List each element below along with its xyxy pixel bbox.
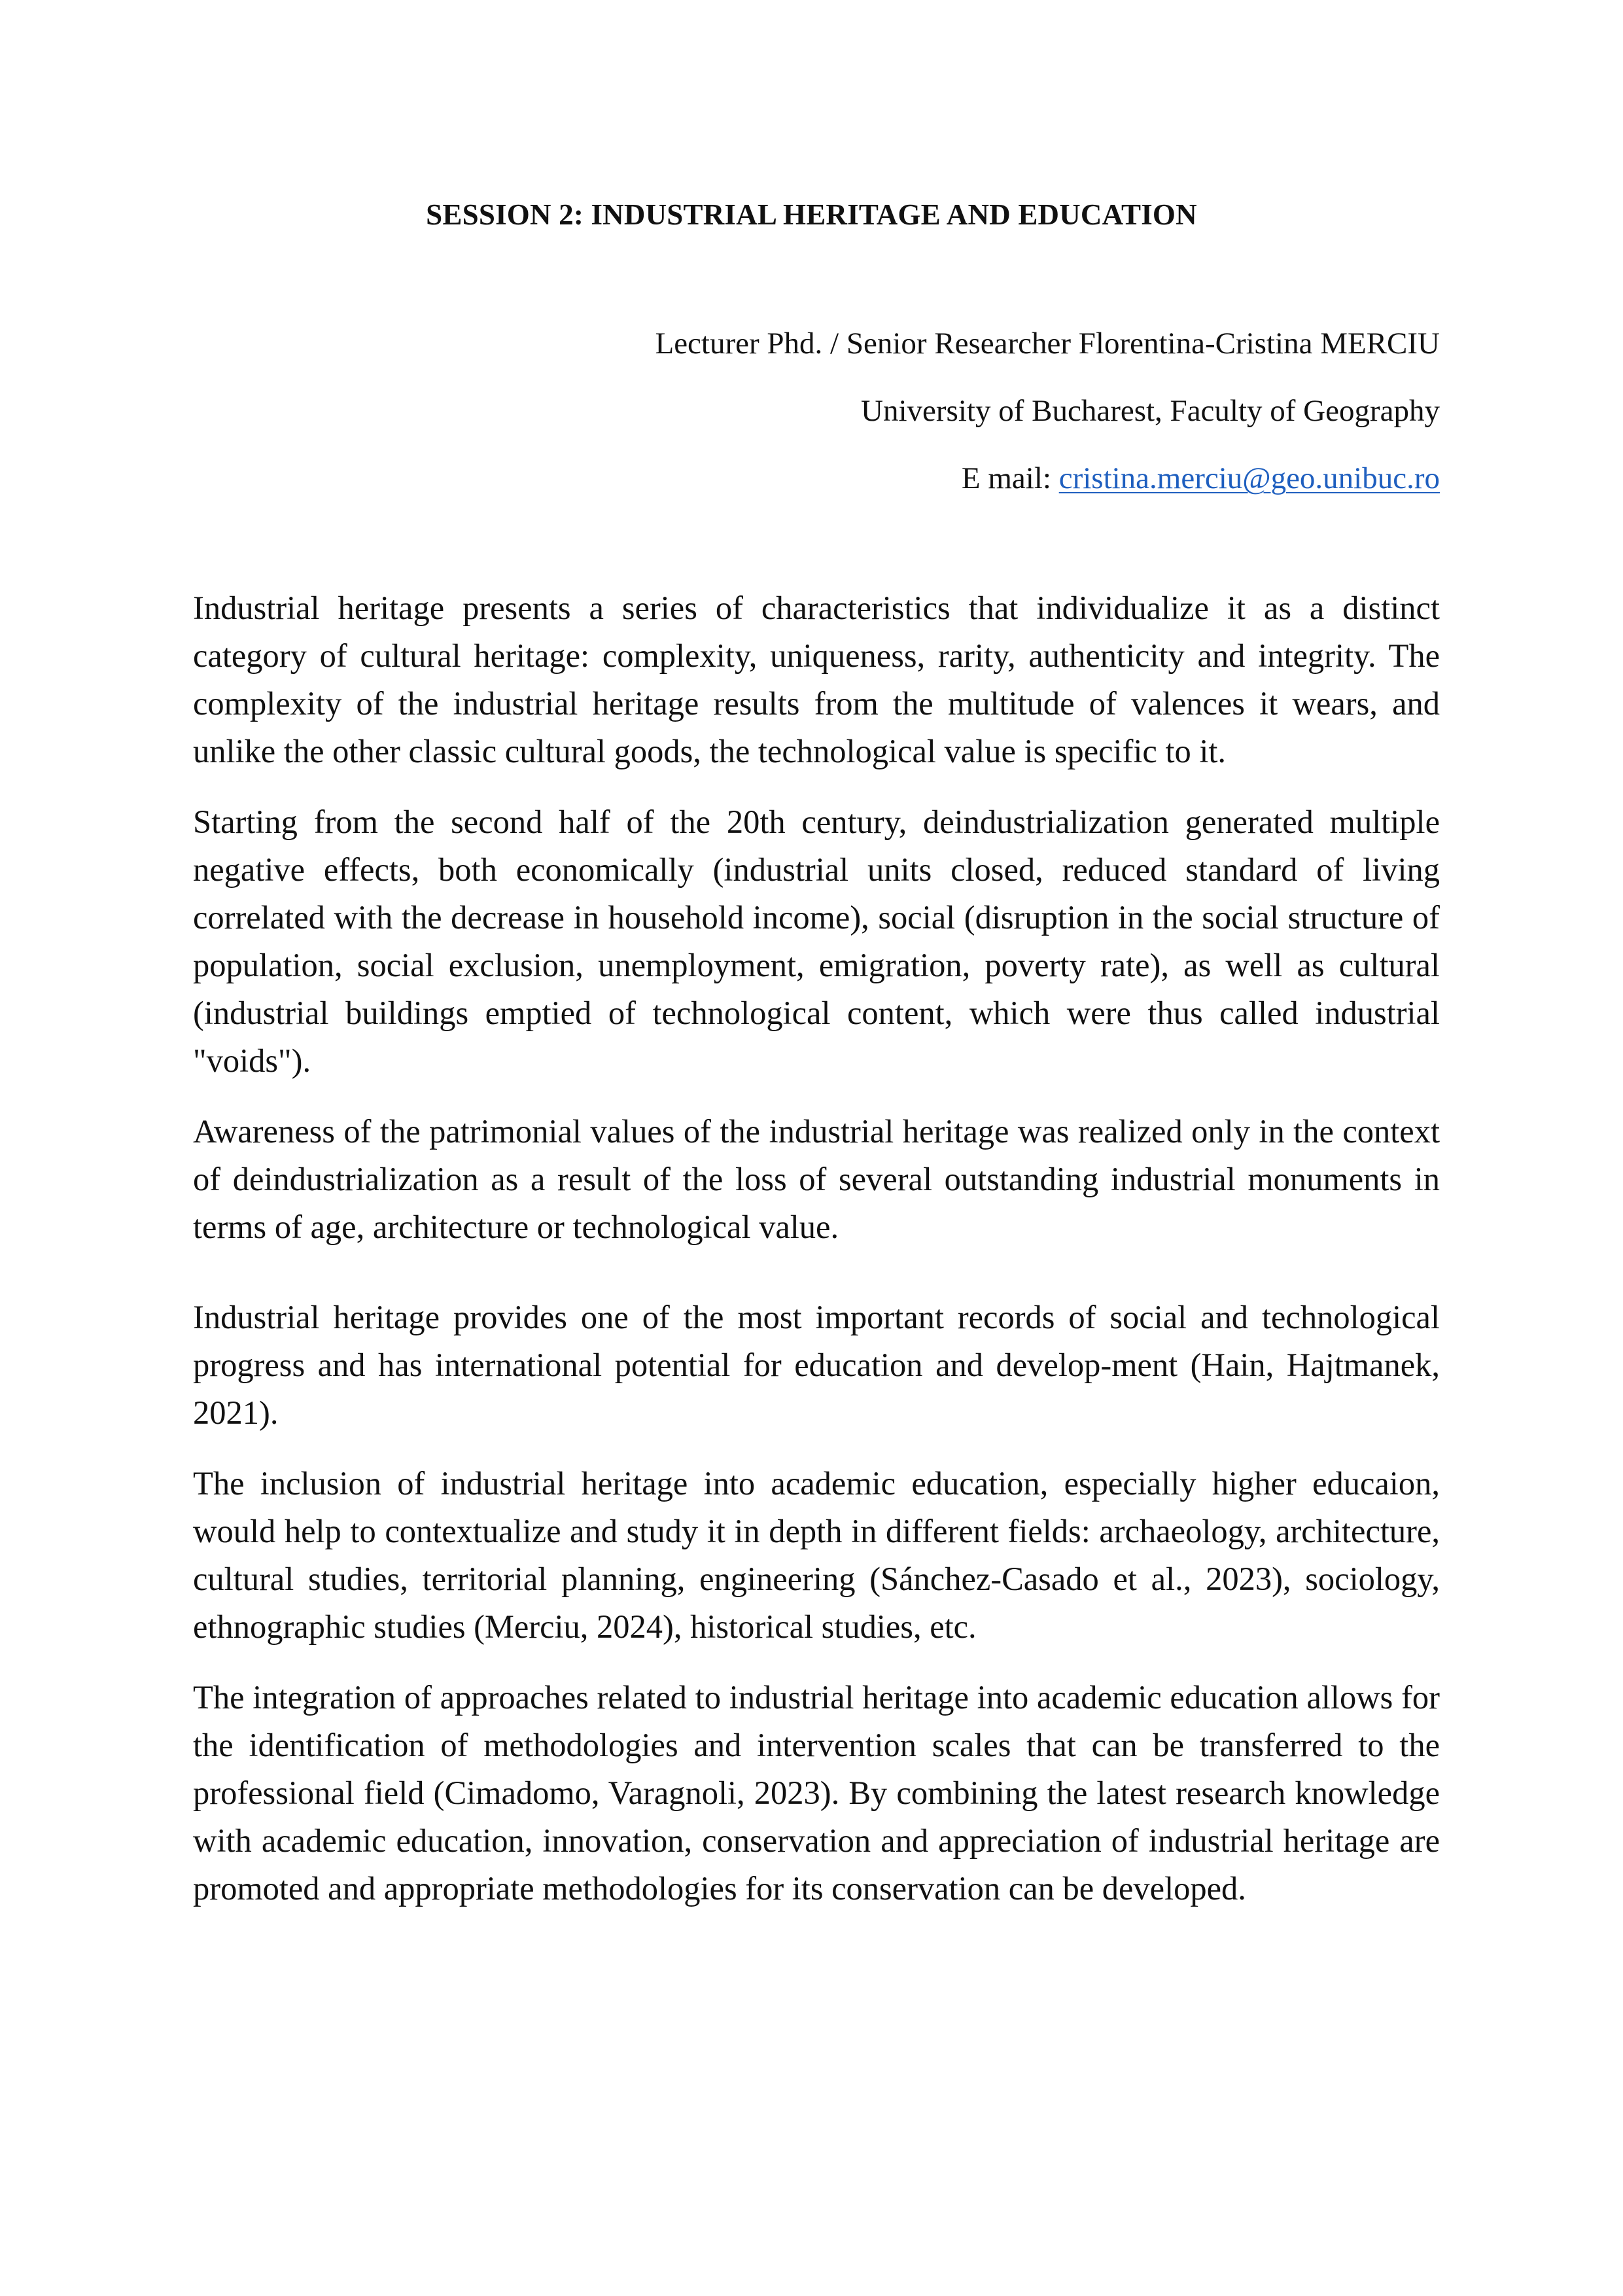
paragraph: Industrial heritage presents a series of characteristics that individualize it as a distinct category of cultural heritage: complexity, uniqueness, rarity, authenticity and integrity. The complexity of the industrial heritage results from the multitude of valences it wears, and unlike the other classic cultural goods, the technological value is specific to it. bbox=[193, 590, 1440, 769]
author-email-line bbox=[393, 459, 1440, 497]
paragraph: Starting from the second half of the 20th century, deindustrialization generated multiple negative effects, both economically (industrial units closed, reduced standard of living correlated with the decrease in household income), social (disruption in the social structure of population, social exclusion, unemployment, emigration, poverty rate), as well as cultural (industrial buildings emptied of technological content, which were thus called industrial "voids"). bbox=[193, 804, 1440, 1079]
author-name: Lecturer Phd. / Senior Researcher Florentina-Cristina MERCIU bbox=[655, 327, 1440, 361]
email-label: E mail: bbox=[961, 461, 1059, 495]
paragraph: The integration of approaches related to industrial heritage into academic education allows for the identification of methodologies and intervention scales that can be transferred to the professional field (Cimadomo, Varagnoli, 2023). By combining the latest research knowledge with academic education, innovation, conservation and appreciation of industrial heritage are promoted and appropriate methodologies for its conservation can be developed. bbox=[193, 1679, 1440, 1907]
body-text bbox=[193, 584, 1440, 1935]
author-block bbox=[393, 325, 1440, 527]
paragraph: The inclusion of industrial heritage into academic education, especially higher educaion, would help to contextualize and study it in depth in different fields: archaeology, architecture, cultural studies, territorial planning, engineering (Sánchez-Casado et al., 2023), sociology, ethnographic studies (Merciu, 2024), historical studies, etc. bbox=[193, 1465, 1440, 1645]
author-affiliation: University of Bucharest, Faculty of Geography bbox=[861, 394, 1440, 428]
session-title: SESSION 2: INDUSTRIAL HERITAGE AND EDUCATION bbox=[426, 198, 1197, 231]
email-link[interactable]: cristina.merciu@geo.unibuc.ro bbox=[1058, 461, 1440, 495]
paragraph: Industrial heritage provides one of the most important records of social and technological progress and has international potential for education and develop-ment (Hain, Hajtmanek, 2021). bbox=[193, 1299, 1440, 1431]
paragraph: Awareness of the patrimonial values of the industrial heritage was realized only in the context of deindustrialization as a result of the loss of several outstanding industrial monuments in terms of age, architecture or technological value. bbox=[193, 1113, 1440, 1245]
